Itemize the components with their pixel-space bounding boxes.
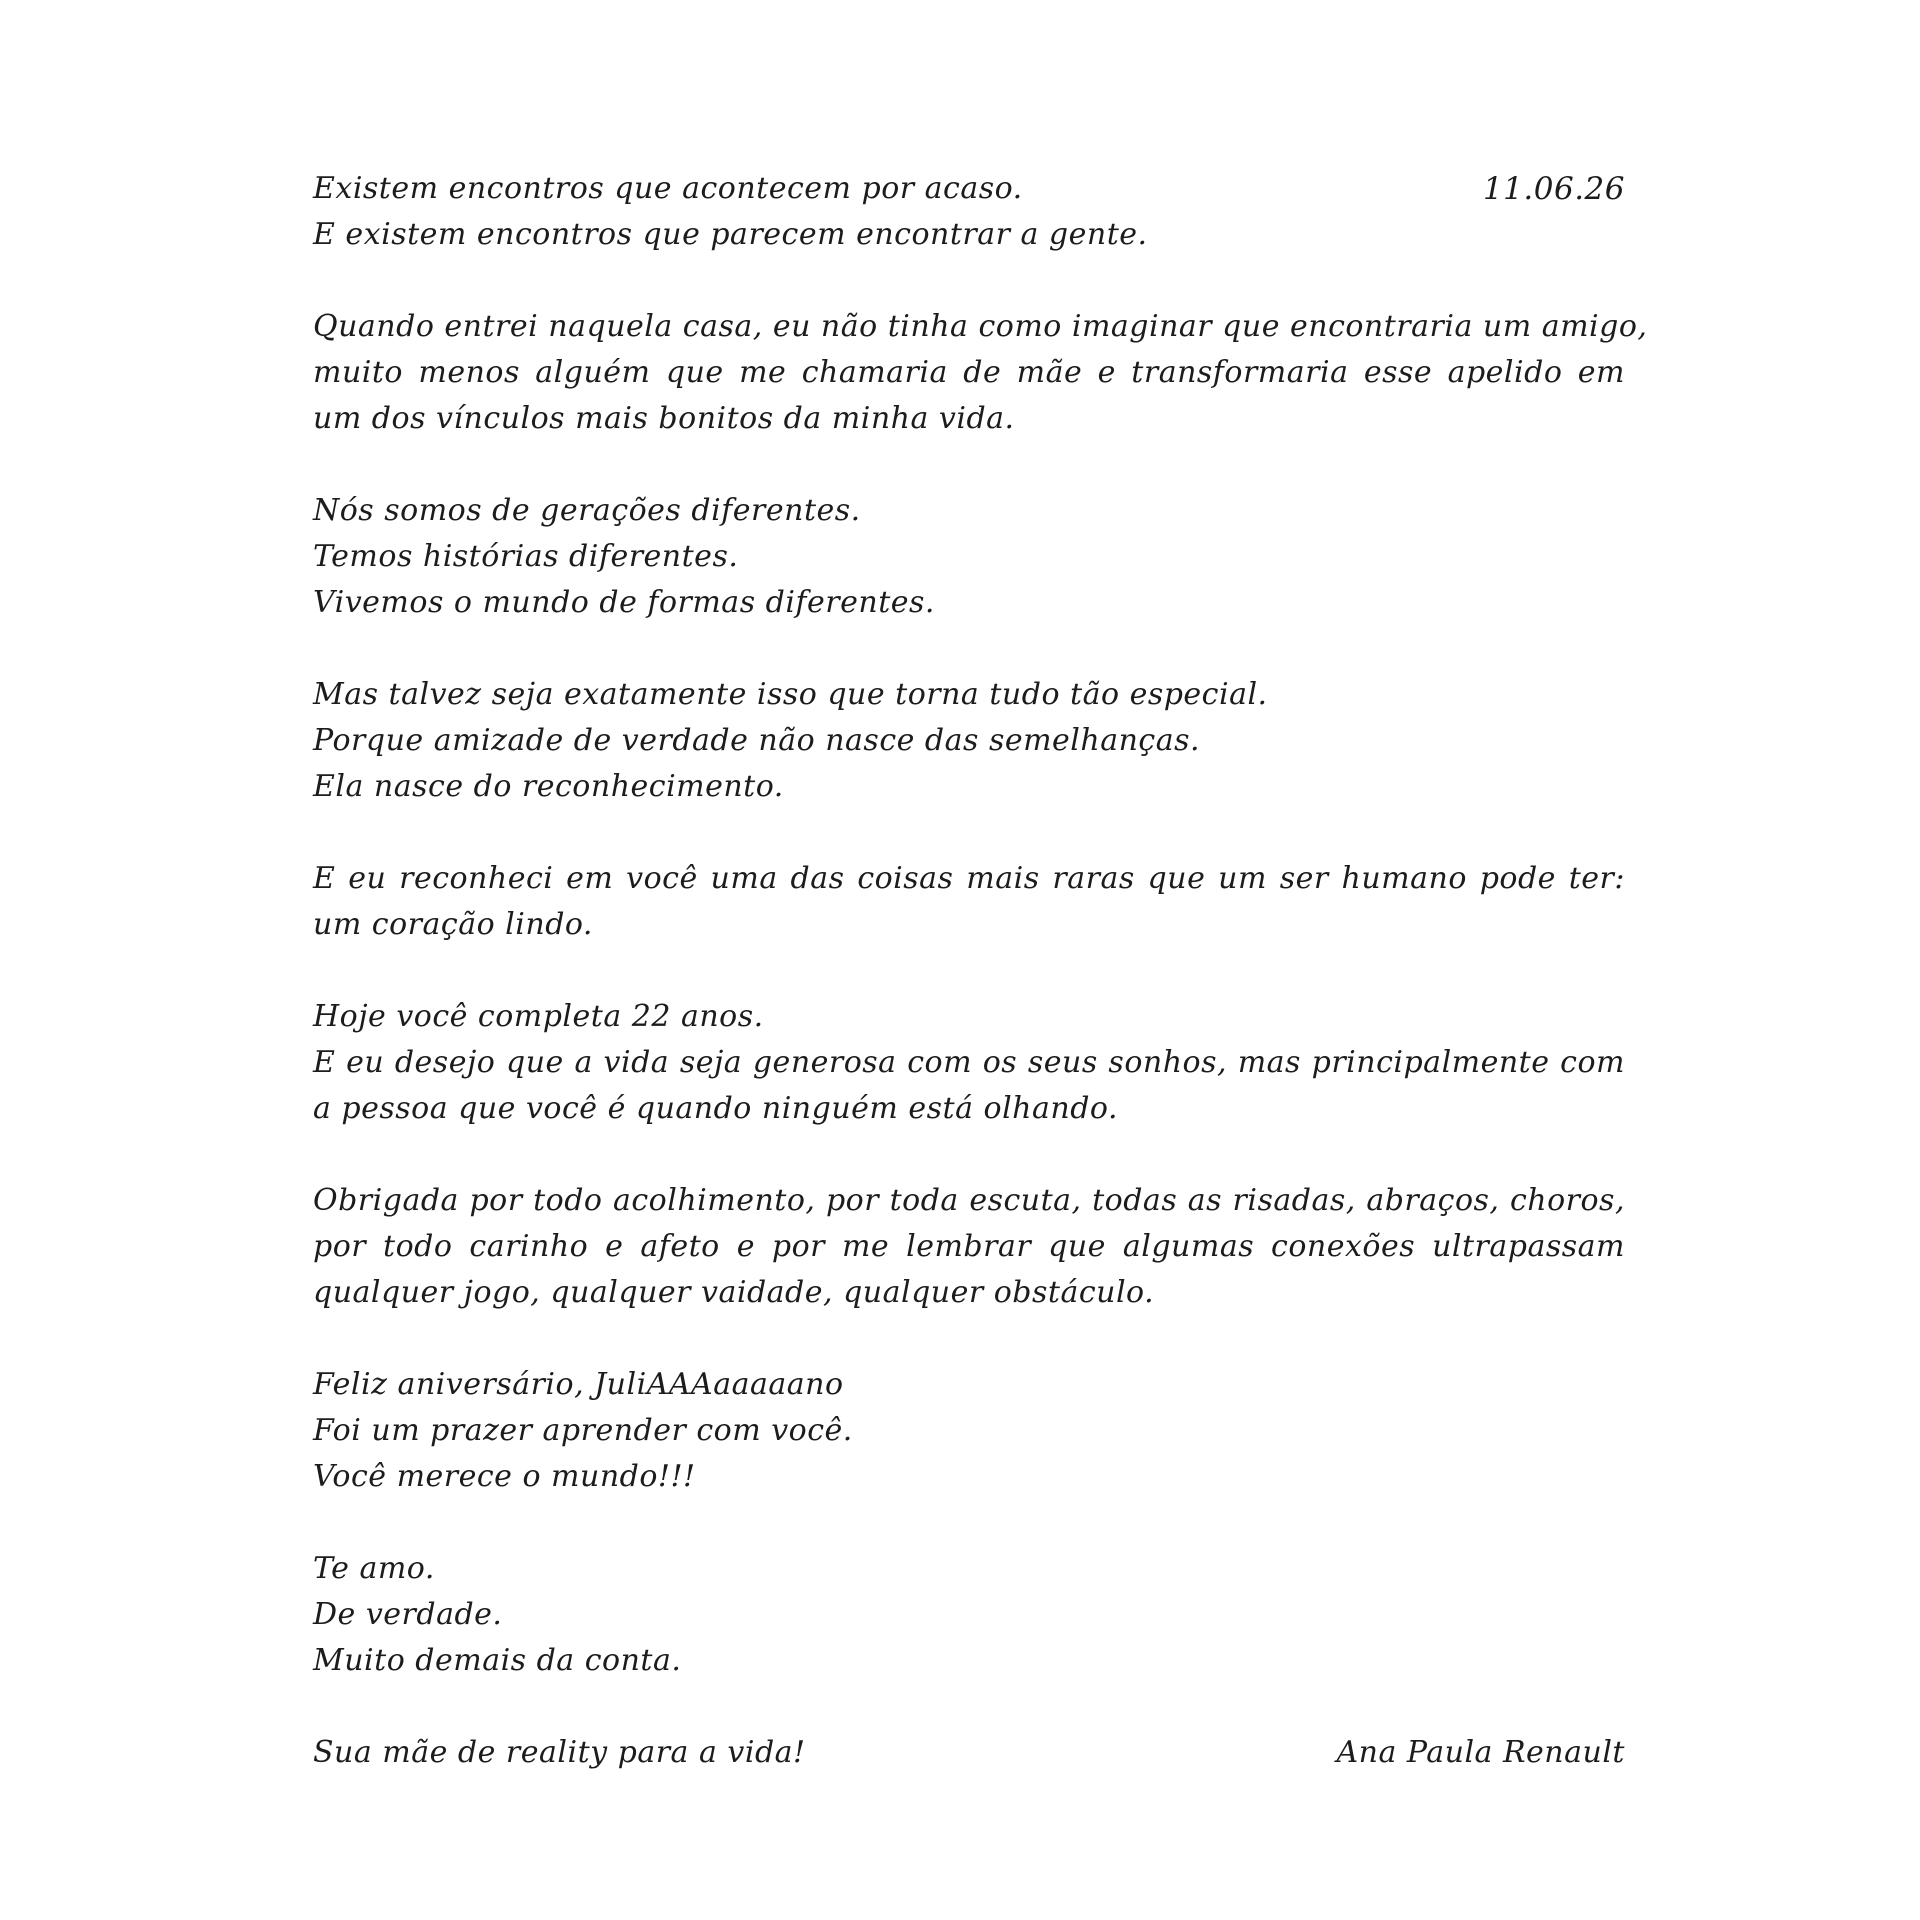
text-line: Ela nasce do reconhecimento. (313, 769, 784, 804)
text-line: qualquer jogo, qualquer vaidade, qualquer obstáculo. (313, 1275, 1155, 1310)
text-line: Existem encontros que acontecem por acaso. (313, 171, 1023, 206)
text-line: Quando entrei naquela casa, eu não tinha como imaginar que encontraria um amigo, (313, 309, 1648, 344)
paragraph (313, 856, 1625, 948)
text-line: Nós somos de gerações diferentes. (313, 493, 861, 528)
text-line: por todo carinho e afeto e por me lembrar que algumas conexões ultrapassam (313, 1229, 1625, 1264)
text-line: um coração lindo. (313, 907, 593, 942)
text-line: a pessoa que você é quando ninguém está olhando. (313, 1091, 1118, 1126)
text-line: Foi um prazer aprender com você. (313, 1413, 853, 1448)
text-line: Te amo. (313, 1551, 435, 1586)
closing-row (313, 1730, 1625, 1776)
text-line: Obrigada por todo acolhimento, por toda escuta, todas as risadas, abraços, choros, (313, 1183, 1625, 1218)
paragraph (313, 1178, 1625, 1316)
text-line: um dos vínculos mais bonitos da minha vida. (313, 401, 1015, 436)
letter-date: 11.06.26 (1482, 171, 1625, 207)
text-line: Mas talvez seja exatamente isso que torna tudo tão especial. (313, 677, 1268, 712)
paragraph (313, 304, 1648, 442)
signature: Ana Paula Renault (1336, 1735, 1625, 1770)
paragraph (313, 488, 1625, 626)
text-line: Porque amizade de verdade não nasce das semelhanças. (313, 723, 1201, 758)
paragraph (313, 994, 1625, 1132)
closing-line: Sua mãe de reality para a vida! (313, 1735, 806, 1770)
text-line: E eu reconheci em você uma das coisas mais raras que um ser humano pode ter: (313, 861, 1625, 896)
paragraph (313, 1362, 1625, 1500)
text-line: Hoje você completa 22 anos. (313, 999, 764, 1034)
text-line: E eu desejo que a vida seja generosa com os seus sonhos, mas principalmente com (313, 1045, 1625, 1080)
letter (313, 166, 1648, 1776)
text-line: Feliz aniversário, JuliAAAaaaaano (313, 1367, 844, 1402)
paragraph (313, 672, 1625, 810)
text-line: Temos histórias diferentes. (313, 539, 739, 574)
text-line: Muito demais da conta. (313, 1643, 682, 1678)
text-line: muito menos alguém que me chamaria de mãe e transformaria esse apelido em (313, 355, 1625, 390)
paragraph (313, 166, 1625, 258)
paragraph (313, 1546, 1625, 1684)
text-line: E existem encontros que parecem encontrar a gente. (313, 217, 1148, 252)
text-line: De verdade. (313, 1597, 503, 1632)
text-line: Vivemos o mundo de formas diferentes. (313, 585, 935, 620)
text-line: Você merece o mundo!!! (313, 1459, 696, 1494)
